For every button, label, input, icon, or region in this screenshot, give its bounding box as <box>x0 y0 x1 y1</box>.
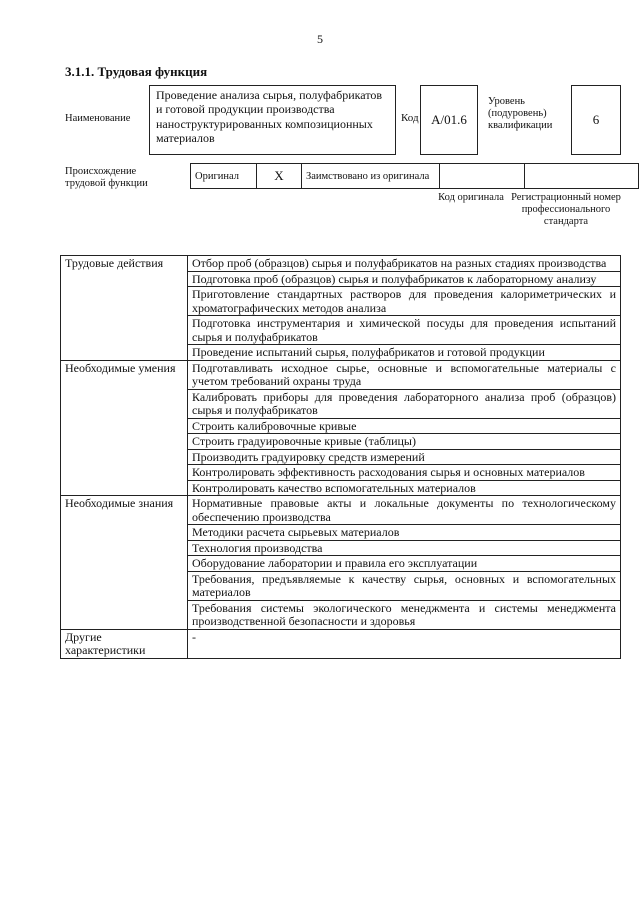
item-cell: Требования, предъявляемые к качеству сырья, основных и вспомогательных материалов <box>188 571 621 600</box>
registration-number-cell <box>525 164 639 189</box>
item-cell: Отбор проб (образцов) сырья и полуфабрикатов на разных стадиях производства <box>188 256 621 272</box>
item-cell: Подготавливать исходное сырье, основные и вспомогательные материалы с учетом требований охраны труда <box>188 360 621 389</box>
item-cell: Строить калибровочные кривые <box>188 418 621 434</box>
item-cell: Оборудование лаборатории и правила его эксплуатации <box>188 556 621 572</box>
level-value: 6 <box>592 112 600 127</box>
item-cell: - <box>188 629 621 658</box>
code-value-box <box>420 85 478 155</box>
category-cell: Необходимые умения <box>61 360 188 496</box>
origin-label: Происхождение трудовой функции <box>65 166 148 189</box>
item-cell: Технология производства <box>188 540 621 556</box>
item-cell: Методики расчета сырьевых материалов <box>188 525 621 541</box>
name-label: Наименование <box>65 113 131 124</box>
original-mark: Х <box>257 164 302 189</box>
item-cell: Требования системы экологического менеджмента и системы менеджмента производственной безопасности и здоровья <box>188 600 621 629</box>
table-row <box>61 360 621 389</box>
registration-caption: Регистрационный номер профессионального стандарта <box>511 192 621 227</box>
level-label: Уровень (подуровень) квалификации <box>488 96 553 131</box>
item-cell: Подготовка проб (образцов) сырья и полуфабрикатов к лабораторному анализу <box>188 271 621 287</box>
code-caption: Код оригинала <box>438 192 504 203</box>
table-row <box>61 256 621 272</box>
original-code-cell <box>440 164 525 189</box>
original-label: Оригинал <box>191 164 257 189</box>
item-cell: Нормативные правовые акты и локальные документы по технологическому обеспечению производства <box>188 496 621 525</box>
item-cell: Проведение испытаний сырья, полуфабрикатов и готовой продукции <box>188 345 621 361</box>
section-title: 3.1.1. Трудовая функция <box>65 64 208 79</box>
category-cell: Необходимые знания <box>61 496 188 630</box>
item-cell: Контролировать качество вспомогательных материалов <box>188 480 621 496</box>
origin-table <box>190 163 639 189</box>
level-value-box <box>571 85 621 155</box>
item-cell: Приготовление стандартных растворов для проведения калориметрических и хроматографических методов анализа <box>188 287 621 316</box>
code-label: Код <box>401 112 419 124</box>
category-cell: Другие характеристики <box>61 629 188 658</box>
code-value: А/01.6 <box>431 112 467 127</box>
item-cell: Производить градуировку средств измерений <box>188 449 621 465</box>
item-cell: Калибровать приборы для проведения лабораторного анализа проб (образцов) сырья и полуфабрикатов <box>188 389 621 418</box>
category-cell: Трудовые действия <box>61 256 188 361</box>
item-cell: Подготовка инструментария и химической посуды для проведения испытаний сырья и полуфабрикатов <box>188 316 621 345</box>
function-name-box: Проведение анализа сырья, полуфабрикатов и готовой продукции производства наноструктурированных композиционных материалов <box>149 85 396 155</box>
labor-function-table <box>60 255 621 659</box>
table-row <box>61 629 621 658</box>
borrowed-label: Заимствовано из оригинала <box>302 164 440 189</box>
item-cell: Строить градуировочные кривые (таблицы) <box>188 434 621 450</box>
table-row <box>61 496 621 525</box>
page-number: 5 <box>317 32 323 46</box>
item-cell: Контролировать эффективность расходования сырья и основных материалов <box>188 465 621 481</box>
